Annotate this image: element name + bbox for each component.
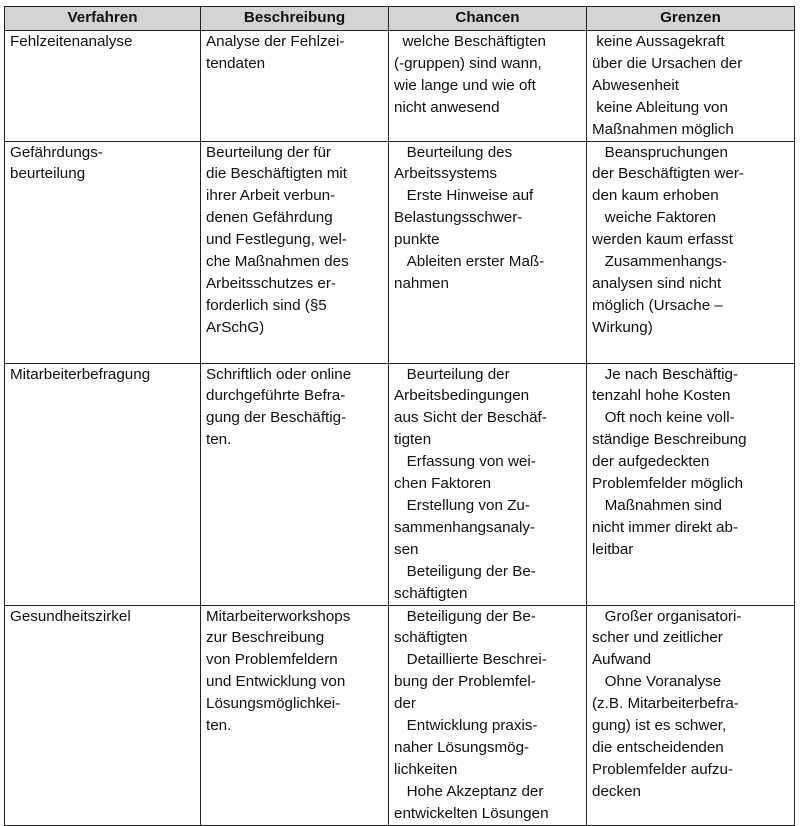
chance-line: sen	[394, 540, 419, 558]
grenze-line: der Beschäftigten wer-	[592, 165, 744, 183]
grenze-list	[592, 31, 789, 141]
beschreibung-line: Beurteilung der für	[206, 143, 331, 161]
grenze-line: Wirkung)	[592, 318, 653, 336]
table-row	[5, 363, 795, 605]
grenze-list	[592, 606, 789, 803]
cell-beschreibung	[201, 31, 389, 142]
beschreibung-line: Lösungsmöglichkei-	[206, 695, 341, 713]
grenze-line: den kaum erhoben	[592, 187, 719, 205]
cell-grenzen	[587, 141, 795, 363]
chance-line: Arbeitssystems	[394, 165, 497, 183]
header-chancen: Chancen	[389, 7, 587, 31]
cell-grenzen	[587, 605, 795, 825]
grenze-list	[592, 364, 789, 561]
beschreibung-line: che Maßnahmen des	[206, 253, 349, 271]
chance-line: aus Sicht der Beschäf-	[394, 409, 547, 427]
grenze-line: Abwesenheit	[592, 76, 679, 94]
chance-line: Detaillierte Beschrei-	[394, 651, 547, 669]
chance-item	[394, 606, 581, 650]
grenze-line: ständige Beschreibung	[592, 431, 747, 449]
grenze-line: Beanspruchungen	[592, 143, 728, 161]
chance-line: Beteiligung der Be-	[394, 562, 536, 580]
grenze-item	[592, 671, 789, 802]
grenze-line: Je nach Beschäftig-	[592, 365, 739, 383]
cell-grenzen	[587, 31, 795, 142]
chance-line: Beurteilung des	[394, 143, 513, 161]
cell-beschreibung	[201, 141, 389, 363]
grenze-line: nicht immer direkt ab-	[592, 518, 739, 536]
grenze-line: decken	[592, 782, 641, 800]
header-grenzen: Grenzen	[587, 7, 795, 31]
grenze-line: Problemfelder möglich	[592, 475, 744, 493]
grenze-item	[592, 97, 789, 141]
chance-line: Arbeitsbedingungen	[394, 387, 530, 405]
chance-item	[394, 649, 581, 715]
chance-list	[394, 606, 581, 825]
grenze-line: der aufgedeckten	[592, 453, 710, 471]
table-row	[5, 31, 795, 142]
chance-line: wie lange und wie oft	[394, 76, 536, 94]
chance-item	[394, 561, 581, 605]
chance-item	[394, 31, 581, 119]
grenze-line: über die Ursachen der	[592, 54, 743, 72]
cell-verfahren	[5, 31, 201, 142]
grenze-item	[592, 364, 789, 408]
beschreibung-line: ihrer Arbeit verbun-	[206, 187, 336, 205]
comparison-table	[4, 6, 795, 826]
header-row	[5, 7, 795, 31]
chance-list	[394, 364, 581, 605]
grenze-line: Maßnahmen möglich	[592, 120, 734, 138]
grenze-item	[592, 31, 789, 97]
verfahren-line: Gesundheitszirkel	[10, 607, 131, 625]
beschreibung-line: die Beschäftigten mit	[206, 165, 347, 183]
chance-item	[394, 451, 581, 495]
beschreibung-line: tendaten	[206, 54, 266, 72]
chance-line: entwickelten Lösungen	[394, 804, 549, 822]
chance-line: chen Faktoren	[394, 475, 492, 493]
grenze-line: keine Ableitung von	[592, 98, 728, 116]
chance-item	[394, 495, 581, 561]
chance-item	[394, 251, 581, 295]
chance-item	[394, 142, 581, 186]
beschreibung-line: von Problemfeldern	[206, 651, 338, 669]
chance-line: Erfassung von wei-	[394, 453, 536, 471]
chance-line: lichkeiten	[394, 760, 458, 778]
header-verfahren: Verfahren	[5, 7, 201, 31]
verfahren-line: Mitarbeiterbefragung	[10, 365, 151, 383]
chance-line: Beurteilung der	[394, 365, 510, 383]
grenze-item	[592, 495, 789, 561]
chance-line: Beteiligung der Be-	[394, 607, 536, 625]
grenze-item	[592, 207, 789, 251]
grenze-line: scher und zeitlicher	[592, 629, 723, 647]
beschreibung-line: Analyse der Fehlzei-	[206, 33, 345, 50]
grenze-line: analysen sind nicht	[592, 274, 722, 292]
chance-line: sammenhangsanaly-	[394, 518, 535, 536]
grenze-line: tenzahl hohe Kosten	[592, 387, 731, 405]
cell-verfahren	[5, 363, 201, 605]
cell-grenzen	[587, 363, 795, 605]
grenze-line: möglich (Ursache –	[592, 296, 723, 314]
grenze-line: keine Aussagekraft	[592, 33, 725, 50]
chance-item	[394, 781, 581, 825]
beschreibung-line: und Entwicklung von	[206, 673, 346, 691]
chance-line: Ableiten erster Maß-	[394, 253, 545, 271]
beschreibung-line: forderlich sind (§5	[206, 296, 327, 314]
beschreibung-line: denen Gefährdung	[206, 209, 333, 227]
grenze-line: die entscheidenden	[592, 738, 724, 756]
grenze-item	[592, 142, 789, 208]
grenze-line: Oft noch keine voll-	[592, 409, 735, 427]
beschreibung-line: ten.	[206, 717, 232, 735]
chance-item	[394, 185, 581, 251]
grenze-line: weiche Faktoren	[592, 209, 717, 227]
chance-list	[394, 142, 581, 295]
chance-line: nicht anwesend	[394, 98, 500, 116]
chance-line: schäftigten	[394, 584, 468, 602]
beschreibung-line: durchgeführte Befra-	[206, 387, 346, 405]
grenze-line: Problemfelder aufzu-	[592, 760, 733, 778]
beschreibung-line: gung der Beschäftig-	[206, 409, 347, 427]
chance-item	[394, 715, 581, 781]
chance-line: (-gruppen) sind wann,	[394, 54, 542, 72]
chance-line: tigten	[394, 431, 432, 449]
beschreibung-line: Schriftlich oder online	[206, 365, 352, 383]
beschreibung-line: Arbeitsschutzes er-	[206, 274, 336, 292]
beschreibung-line: ArSchG)	[206, 318, 265, 336]
beschreibung-line: Mitarbeiterworkshops	[206, 607, 351, 625]
grenze-line: leitbar	[592, 540, 634, 558]
table-row	[5, 141, 795, 363]
grenze-line: Zusammenhangs-	[592, 253, 728, 271]
beschreibung-line: ten.	[206, 431, 232, 449]
chance-line: Entwicklung praxis-	[394, 717, 538, 735]
chance-line: Erste Hinweise auf	[394, 187, 534, 205]
grenze-line: Großer organisatori-	[592, 607, 742, 625]
chance-line: schäftigten	[394, 629, 468, 647]
cell-chancen	[389, 141, 587, 363]
beschreibung-line: zur Beschreibung	[206, 629, 325, 647]
grenze-line: Maßnahmen sind	[592, 496, 722, 514]
chance-line: bung der Problemfel-	[394, 673, 536, 691]
chance-line: nahmen	[394, 274, 449, 292]
verfahren-line: Fehlzeitenanalyse	[10, 33, 133, 50]
header-beschreibung: Beschreibung	[201, 7, 389, 31]
grenze-item	[592, 606, 789, 672]
grenze-item	[592, 251, 789, 339]
grenze-line: (z.B. Mitarbeiterbefra-	[592, 695, 739, 713]
chance-line: Hohe Akzeptanz der	[394, 782, 544, 800]
grenze-line: Aufwand	[592, 651, 652, 669]
cell-chancen	[389, 605, 587, 825]
chance-line: Belastungsschwer-	[394, 209, 523, 227]
grenze-item	[592, 407, 789, 495]
chance-line: der	[394, 695, 416, 713]
chance-line: Erstellung von Zu-	[394, 496, 530, 514]
verfahren-line: Gefährdungs-	[10, 143, 103, 161]
verfahren-line: beurteilung	[10, 165, 86, 183]
grenze-line: werden kaum erfasst	[592, 231, 733, 249]
chance-item	[394, 364, 581, 452]
grenze-line: Ohne Voranalyse	[592, 673, 722, 691]
grenze-line: gung) ist es schwer,	[592, 717, 727, 735]
table-row	[5, 605, 795, 825]
cell-verfahren	[5, 141, 201, 363]
cell-beschreibung	[201, 605, 389, 825]
chance-line: naher Lösungsmög-	[394, 738, 530, 756]
beschreibung-line: und Festlegung, wel-	[206, 231, 347, 249]
grenze-list	[592, 142, 789, 339]
chance-line: welche Beschäftigten	[394, 33, 546, 50]
cell-beschreibung	[201, 363, 389, 605]
chance-line: punkte	[394, 231, 440, 249]
cell-verfahren	[5, 605, 201, 825]
cell-chancen	[389, 31, 587, 142]
chance-list	[394, 31, 581, 119]
cell-chancen	[389, 363, 587, 605]
